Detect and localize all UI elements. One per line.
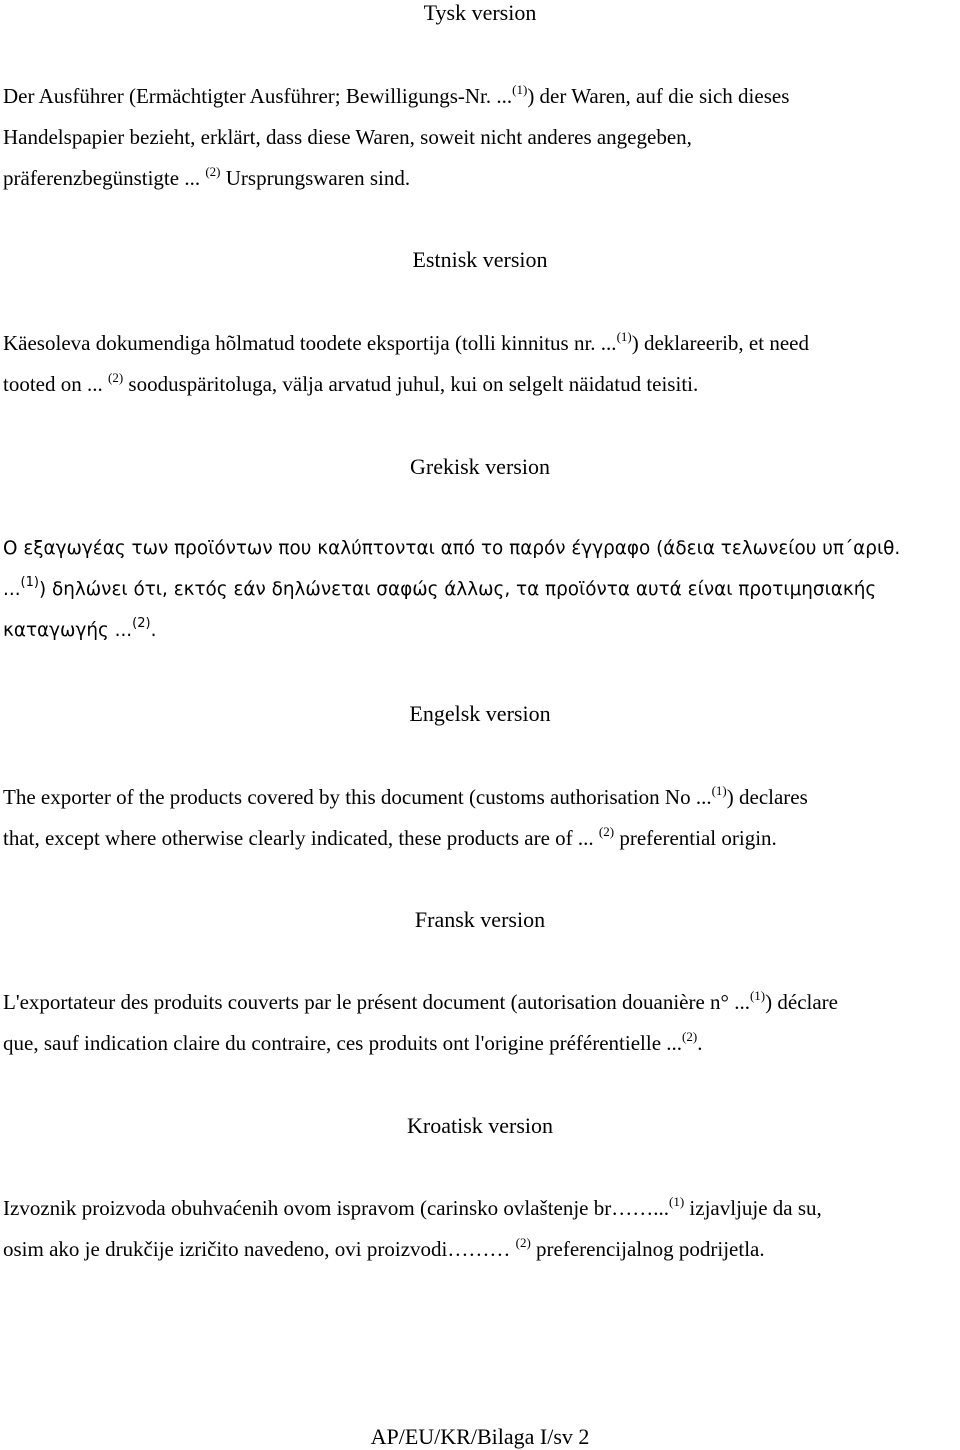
section-heading-grekisk: Grekisk version	[410, 454, 550, 479]
kroatisk-line-1: Izvoznik proizvoda obuhvaćenih ovom ispravom (carinsko ovlaštenje br……...$^{(1)}$ izjavljuje da su,	[3, 1194, 822, 1220]
section-heading-estnisk: Estnisk version	[412, 247, 548, 272]
footnote-ref: (1)	[669, 1194, 685, 1209]
footnote-ref: (2)	[598, 824, 615, 839]
footnote-ref: (1)	[749, 988, 766, 1003]
grekisk-line-3: καταγωγής ...$^{(2)}$.	[3, 616, 157, 641]
section-heading-engelsk: Engelsk version	[409, 701, 551, 726]
footnote-ref: (2)	[108, 370, 124, 385]
section-heading-fransk: Fransk version	[414, 907, 546, 932]
grekisk-line-1: Ο εξαγωγέας των προϊόντων που καλύπτονται από το παρόν έγγραφο (άδεια τελωνείου υπ΄αριθ.	[3, 538, 901, 559]
footnote-ref: (2)	[132, 616, 151, 631]
page-footer: AP/EU/KR/Bilaga I/sv 2	[370, 1424, 590, 1449]
engelsk-line-1: The exporter of the products covered by this document (customs authorisation No ...$^{(1)}$) declares	[3, 783, 808, 809]
section-heading-kroatisk: Kroatisk version	[406, 1113, 554, 1138]
footnote-ref: (2)	[515, 1235, 531, 1250]
footnote-ref: (1)	[616, 329, 632, 344]
footnote-ref: (1)	[711, 783, 727, 798]
tysk-line-2: Handelspapier bezieht, erklärt, dass diese Waren, soweit nicht anderes angegeben,	[3, 125, 692, 149]
estnisk-line-2: tooted on ... $^{(2)}$ sooduspäritoluga, välja arvatud juhul, kui on selgelt näidatud teisiti.	[3, 370, 699, 396]
footnote-ref: (2)	[205, 164, 221, 179]
fransk-line-1: L'exportateur des produits couverts par le présent document (autorisation douanière n° ...$^{(1)}$) déclare	[3, 988, 838, 1014]
grekisk-line-2: ...$^{(1)}$) δηλώνει ότι, εκτός εάν δηλώνεται σαφώς άλλως, τα προϊόντα αυτά είναι προτιμησιακής	[3, 575, 877, 600]
tysk-line-3: präferenzbegünstigte ... $^{(2)}$ Ursprungswaren sind.	[3, 164, 411, 190]
fransk-line-2: que, sauf indication claire du contraire, ces produits ont l'origine préférentielle ...$^{(2)}$.	[3, 1029, 703, 1055]
footnote-ref: (2)	[682, 1029, 698, 1044]
footnote-ref: (1)	[512, 82, 528, 97]
engelsk-line-2: that, except where otherwise clearly indicated, these products are of ... $^{(2)}$ preferential origin.	[3, 824, 777, 850]
tysk-line-1: Der Ausführer (Ermächtigter Ausführer; Bewilligungs-Nr. ...$^{(1)}$) der Waren, auf die sich dieses	[3, 82, 790, 108]
kroatisk-line-2: osim ako je drukčije izričito navedeno, ovi proizvodi……… $^{(2)}$ preferencijalnog podrijetla.	[3, 1235, 765, 1261]
section-heading-tysk: Tysk version	[423, 0, 537, 25]
estnisk-line-1: Käesoleva dokumendiga hõlmatud toodete eksportija (tolli kinnitus nr. ...$^{(1)}$) deklareerib, et need	[3, 329, 809, 355]
footnote-ref: (1)	[20, 575, 39, 590]
